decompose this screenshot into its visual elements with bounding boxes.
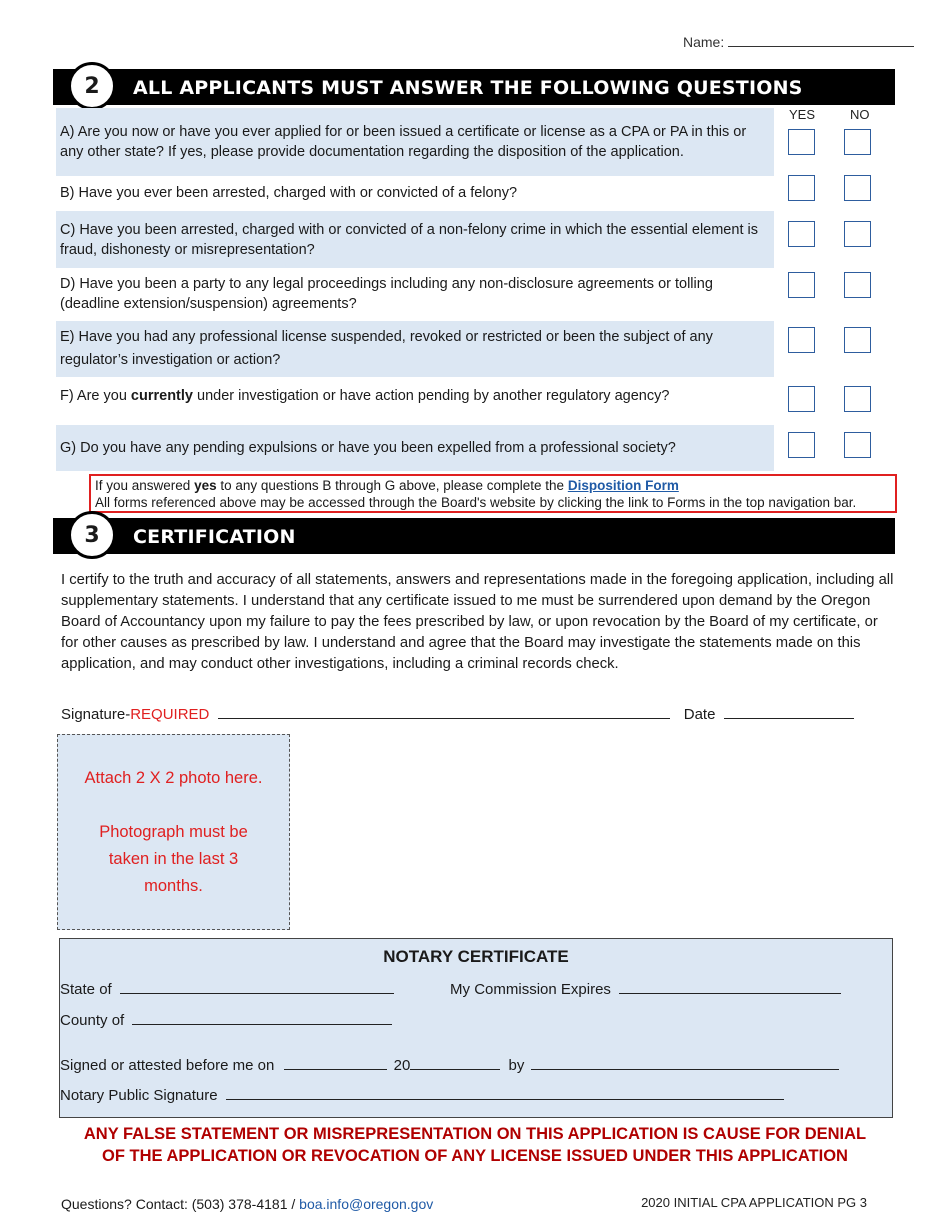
county-field[interactable] (132, 1011, 392, 1025)
question-text: D) Have you been a party to any legal proceedings including any non-disclosure agreements or tolling (deadline extension/suspension) agreements? (60, 276, 713, 312)
question-text: A) Are you now or have you ever applied for or been issued a certificate or license as a CPA or PA in this or any other state? If yes, please provide documentation regarding the disposition of the application. (60, 124, 747, 160)
notice-text: to any questions B through G above, please complete the (216, 478, 568, 493)
date-label: Date (683, 706, 716, 723)
notary-signature-label: Notary Public Signature (60, 1087, 218, 1104)
section-3-header (53, 518, 895, 554)
question-b-yes-checkbox[interactable] (788, 175, 815, 201)
name-field[interactable] (683, 34, 914, 50)
yes-column-header: YES (789, 107, 816, 122)
certification-statement: I certify to the truth and accuracy of all statements, answers and representations made in the foregoing application, including all supplementary statements. I understand that any certificate issued to me must be surrendered upon demand by the Oregon Board of Accountancy upon my failure to pay the fees prescribed by law, or upon revocation by the Board of my certificate, or for other causes as prescribed by law. I understand and agree that the Board may investigate the statements made on this application, and may conduct other investigations, including a criminal records check. (61, 572, 894, 672)
question-c-yes-checkbox[interactable] (788, 221, 815, 247)
question-f-emphasis: currently (130, 388, 193, 404)
question-text: B) Have you ever been arrested, charged with or convicted of a felony? (60, 185, 518, 201)
question-e-no-checkbox[interactable] (844, 327, 871, 353)
contact-email-link[interactable]: boa.info@oregon.gov (299, 1196, 434, 1212)
notary-county-row (60, 1011, 392, 1029)
notary-signature-field[interactable] (226, 1086, 784, 1100)
question-text (60, 386, 669, 406)
question-f-no-checkbox[interactable] (844, 386, 871, 412)
section-title: CERTIFICATION (133, 526, 296, 548)
section-2-header (53, 69, 895, 105)
notary-signature-row (60, 1086, 784, 1104)
photo-attachment-area[interactable] (57, 734, 290, 930)
signature-label: Signature- (61, 706, 131, 723)
disposition-form-link[interactable]: Disposition Form (567, 478, 679, 493)
warning-line-2: OF THE APPLICATION OR REVOCATION OF ANY LICENSE ISSUED UNDER THIS APPLICATION (102, 1147, 848, 1165)
question-f-yes-checkbox[interactable] (788, 386, 815, 412)
question-c-no-checkbox[interactable] (844, 221, 871, 247)
required-label: REQUIRED (130, 706, 210, 723)
section-number-badge: 2 (68, 62, 116, 110)
name-blank[interactable] (728, 35, 914, 47)
question-a-yes-checkbox[interactable] (788, 129, 815, 155)
no-column-header: NO (850, 107, 870, 122)
question-d-yes-checkbox[interactable] (788, 272, 815, 298)
false-statement-warning (0, 1123, 950, 1167)
contact-text: Questions? Contact: (503) 378-4181 / (61, 1196, 300, 1212)
state-label: State of (60, 981, 112, 998)
question-text: G) Do you have any pending expulsions or have you been expelled from a professional society? (60, 440, 676, 456)
notice-text: If you answered (95, 478, 195, 493)
notice-emphasis: yes (194, 478, 217, 493)
disposition-notice (89, 474, 897, 513)
notice-line-2: All forms referenced above may be accessed through the Board's website by clicking the link to Forms in the top navigation bar. (95, 495, 857, 510)
signature-row (61, 705, 854, 723)
name-label: Name: (683, 34, 725, 50)
year-prefix-label: 20 (393, 1057, 411, 1074)
page-label: 2020 INITIAL CPA APPLICATION PG 3 (641, 1195, 867, 1210)
question-a-no-checkbox[interactable] (844, 129, 871, 155)
question-e (56, 321, 774, 377)
question-b-no-checkbox[interactable] (844, 175, 871, 201)
year-field[interactable] (410, 1056, 500, 1070)
question-a (56, 108, 774, 176)
signed-date-field[interactable] (284, 1056, 387, 1070)
signature-field[interactable] (218, 705, 670, 719)
date-field[interactable] (724, 705, 854, 719)
commission-field[interactable] (619, 980, 841, 994)
question-g-no-checkbox[interactable] (844, 432, 871, 458)
photo-requirement: Photograph must be taken in the last 3 months. (99, 823, 248, 895)
commission-label: My Commission Expires (450, 981, 611, 998)
question-d (56, 268, 774, 320)
county-label: County of (60, 1012, 125, 1029)
question-g (56, 425, 774, 471)
question-d-no-checkbox[interactable] (844, 272, 871, 298)
section-title: ALL APPLICANTS MUST ANSWER THE FOLLOWING QUESTIONS (133, 77, 803, 99)
notary-certificate (59, 938, 893, 1118)
contact-info (61, 1196, 433, 1212)
question-b (56, 176, 774, 210)
signed-label: Signed or attested before me on (60, 1057, 275, 1074)
section-number-badge: 3 (68, 511, 116, 559)
state-field[interactable] (120, 980, 394, 994)
notice-line-1 (95, 477, 891, 494)
question-text: C) Have you been arrested, charged with or convicted of a non-felony crime in which the essential element is fraud, dishonesty or misrepresentation? (60, 221, 758, 258)
notary-state-row (60, 980, 841, 998)
question-g-yes-checkbox[interactable] (788, 432, 815, 458)
question-f-prefix: F) Are you (60, 388, 131, 404)
question-f-suffix: under investigation or have action pending by another regulatory agency? (192, 388, 670, 404)
warning-line-1: ANY FALSE STATEMENT OR MISREPRESENTATION ON THIS APPLICATION IS CAUSE FOR DENIAL (83, 1125, 867, 1143)
photo-instruction: Attach 2 X 2 photo here. (84, 769, 263, 787)
by-label: by (508, 1057, 525, 1074)
question-c (56, 211, 774, 268)
notary-signed-row (60, 1056, 839, 1074)
question-f (56, 377, 774, 415)
question-e-yes-checkbox[interactable] (788, 327, 815, 353)
signer-name-field[interactable] (531, 1056, 839, 1070)
notary-title: NOTARY CERTIFICATE (383, 947, 569, 966)
question-text: E) Have you had any professional license suspended, revoked or restricted or been the subject of any regulator’s investigation or action? (60, 329, 713, 368)
